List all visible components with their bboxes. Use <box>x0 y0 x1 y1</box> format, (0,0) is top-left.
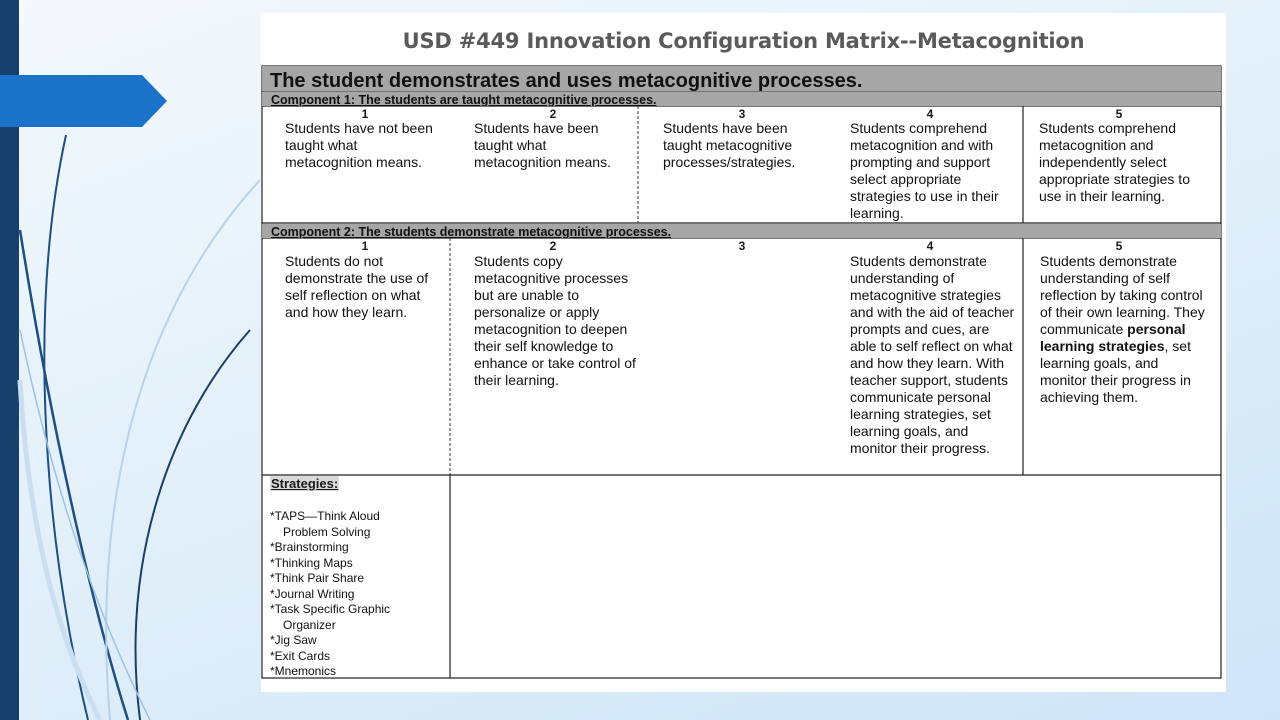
c1-level-5-text: Students comprehend metacognition and independently select appropriate strategies to use in their learning. <box>1039 120 1190 204</box>
matrix-document <box>261 13 1226 692</box>
strategy-item: *Mnemonics <box>270 664 337 678</box>
strategy-item: *Exit Cards <box>270 648 331 663</box>
c2-level-4-number: 4 <box>926 239 934 253</box>
c1-level-4-number: 4 <box>926 107 934 121</box>
strategy-item: *Brainstorming <box>270 540 349 554</box>
component-2-heading-fill <box>1024 224 1221 238</box>
strategies-list <box>270 509 390 680</box>
strategies-heading: Strategies: <box>271 476 339 491</box>
component-1-heading: Component 1: The students are taught metacognitive processes. <box>262 92 1221 106</box>
c2-level-3-number: 3 <box>738 239 746 253</box>
c2-level-2-text: Students copy metacognitive processes but are unable to personalize or apply metacognition to deepen their self knowledge to enhance or take control of their learning. <box>474 253 636 388</box>
slide-tab-arrow <box>0 75 167 127</box>
strategy-item: *Thinking Maps <box>270 555 353 570</box>
c1-level-4-text: Students comprehend metacognition and with prompting and support select appropriate strategies to use in their learning. <box>850 120 999 221</box>
c2-level-4-text: Students demonstrate understanding of metacognitive strategies and with the aid of teacher prompts and cues, are able to self reflect on what and how they learn. With teacher support, students communicate personal learning strategies, set learning goals, and monitor their progress. <box>850 253 1015 456</box>
strategy-item: *Journal Writing <box>270 586 355 601</box>
c1-level-3-text: Students have been taught metacognitive processes/strategies. <box>663 120 796 170</box>
c1-level-1-text: Students have not been taught what metacognition means. <box>285 120 433 170</box>
c1-level-3-number: 3 <box>738 107 746 121</box>
c1-level-2-number: 2 <box>549 107 557 121</box>
c2-level-2-number: 2 <box>549 239 557 253</box>
component-2-heading: Component 2: The students demonstrate metacognitive processes. <box>262 224 1024 238</box>
c2-level-1-text: Students do not demonstrate the use of self reflection on what and how they learn. <box>285 253 429 320</box>
c1-level-1-number: 1 <box>361 107 369 121</box>
c2-level-5-number: 5 <box>1115 239 1123 253</box>
strategy-item: *TAPS—Think Aloud <box>270 509 380 523</box>
strategy-item-continuation: Organizer <box>283 617 336 632</box>
c2-level-5-bold-phrase: personal learning strategies <box>1040 321 1186 354</box>
c1-level-2-text: Students have been taught what metacognition means. <box>474 120 611 170</box>
strategy-item-continuation: Problem Solving <box>283 524 371 539</box>
document-title: USD #449 Innovation Configuration Matrix--Metacognition <box>402 29 1085 53</box>
c2-level-5-text: Students demonstrate understanding of self reflection by taking control of their own learning. They communicate personal learning strategies, set learning goals, and monitor their progress in achieving them. <box>1040 253 1205 405</box>
c2-level-1-number: 1 <box>361 239 369 253</box>
strategy-item: *Jig Saw <box>270 633 317 647</box>
strategy-item: *Think Pair Share <box>270 571 365 585</box>
main-heading: The student demonstrates and uses metacognitive processes. <box>262 66 1221 91</box>
c1-level-5-number: 5 <box>1115 107 1123 121</box>
strategy-item: *Task Specific Graphic <box>270 602 391 616</box>
